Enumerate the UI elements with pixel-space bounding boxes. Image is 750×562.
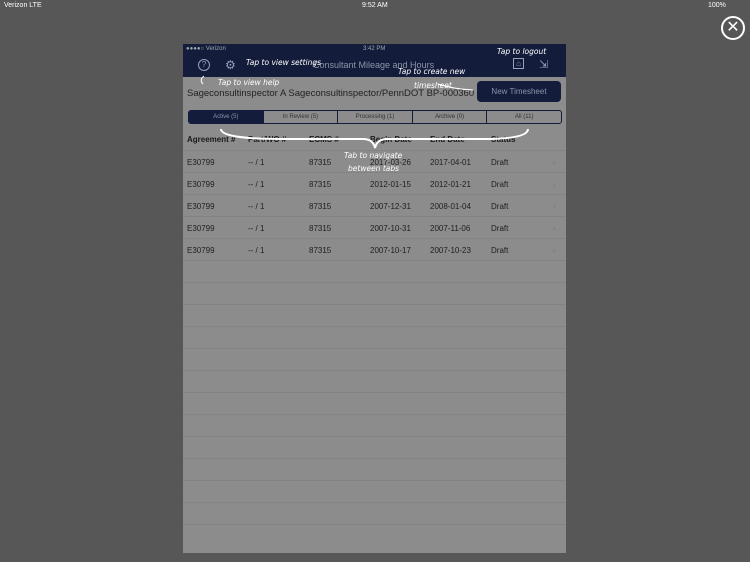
empty-row [183, 502, 566, 524]
inner-carrier: ●●●●○ Verizon [186, 46, 226, 52]
empty-row [183, 370, 566, 392]
cell-part: -- / 1 [248, 246, 265, 255]
empty-row [183, 458, 566, 480]
col-ecms: ECMS # [309, 135, 339, 144]
tab-all[interactable]: All (11) [486, 111, 561, 123]
carrier: Verizon LTE [4, 2, 42, 9]
cell-part: -- / 1 [248, 158, 265, 167]
cell-end: 2008-01-04 [430, 202, 471, 211]
cell-part: -- / 1 [248, 202, 265, 211]
col-part: Part/WO # [248, 135, 287, 144]
cell-end: 2007-10-23 [430, 246, 471, 255]
cell-begin: 2012-01-15 [370, 180, 411, 189]
empty-row [183, 392, 566, 414]
cell-part: -- / 1 [248, 224, 265, 233]
cell-agreement: E30799 [187, 224, 215, 233]
home-icon[interactable]: ⌂ [513, 58, 524, 69]
cell-agreement: E30799 [187, 202, 215, 211]
cell-begin: 2007-10-17 [370, 246, 411, 255]
annotation-new-2: timesheet [414, 81, 452, 90]
cell-ecms: 87315 [309, 246, 332, 255]
logout-icon[interactable]: ⇲ [539, 59, 549, 71]
chevron-right-icon: › [553, 202, 556, 211]
empty-row [183, 524, 566, 546]
annotation-help: Tap to view help [218, 78, 280, 87]
cell-status: Draft [491, 202, 509, 211]
cell-status: Draft [491, 246, 509, 255]
empty-row [183, 282, 566, 304]
cell-part: -- / 1 [248, 180, 265, 189]
annotation-new: Tap to create new [398, 67, 466, 76]
app-screenshot [183, 44, 566, 553]
cell-ecms: 87315 [309, 202, 332, 211]
cell-agreement: E30799 [187, 246, 215, 255]
tab-in-review[interactable]: In Review (5) [263, 111, 338, 123]
nav-title: Consultant Mileage and Hours [313, 60, 435, 70]
cell-begin: 2007-12-31 [370, 202, 411, 211]
table-row[interactable] [183, 238, 566, 260]
chevron-right-icon: › [553, 180, 556, 189]
table-row[interactable] [183, 194, 566, 216]
cell-status: Draft [491, 180, 509, 189]
table-row[interactable] [183, 216, 566, 238]
col-end: End Date [430, 135, 465, 144]
col-agreement: Agreement # [187, 135, 236, 144]
cell-ecms: 87315 [309, 180, 332, 189]
cell-end: 2007-11-06 [430, 224, 471, 233]
empty-row [183, 326, 566, 348]
close-icon[interactable]: ✕ [721, 16, 745, 40]
empty-row [183, 436, 566, 458]
cell-end: 2012-01-21 [430, 180, 471, 189]
empty-row [183, 480, 566, 502]
empty-row [183, 348, 566, 370]
empty-row [183, 304, 566, 326]
inner-clock: 3:42 PM [363, 46, 386, 52]
chevron-right-icon: › [553, 158, 556, 167]
cell-ecms: 87315 [309, 158, 332, 167]
new-timesheet-button[interactable]: New Timesheet [477, 81, 561, 102]
empty-row [183, 414, 566, 436]
cell-status: Draft [491, 224, 509, 233]
cell-status: Draft [491, 158, 509, 167]
col-status: Status [491, 135, 516, 144]
cell-ecms: 87315 [309, 224, 332, 233]
tab-archive[interactable]: Archive (0) [412, 111, 487, 123]
help-icon[interactable]: ? [198, 59, 210, 71]
tab-processing[interactable]: Processing (1) [337, 111, 412, 123]
gear-icon[interactable]: ⚙ [225, 58, 236, 72]
cell-begin: 2017-03-26 [370, 158, 411, 167]
user-line: Sageconsultinspector A Sageconsultinspector/PennDOT BP-000360 [187, 88, 475, 99]
tab-active[interactable]: Active (5) [189, 111, 263, 123]
col-begin: Begin Date [370, 135, 412, 144]
chevron-right-icon: › [553, 224, 556, 233]
annotation-settings: Tap to view settings [246, 58, 322, 67]
annotation-logout: Tap to logout [497, 47, 547, 56]
annotation-tabs-2: between tabs [348, 164, 400, 173]
chevron-right-icon: › [553, 246, 556, 255]
cell-begin: 2007-10-31 [370, 224, 411, 233]
annotation-tabs: Tab to navigate [344, 151, 403, 160]
empty-row [183, 260, 566, 282]
clock: 9:52 AM [362, 2, 388, 9]
cell-agreement: E30799 [187, 158, 215, 167]
tab-bar [188, 110, 562, 124]
cell-agreement: E30799 [187, 180, 215, 189]
table-row[interactable] [183, 172, 566, 194]
cell-end: 2017-04-01 [430, 158, 471, 167]
battery: 100% [708, 2, 726, 9]
